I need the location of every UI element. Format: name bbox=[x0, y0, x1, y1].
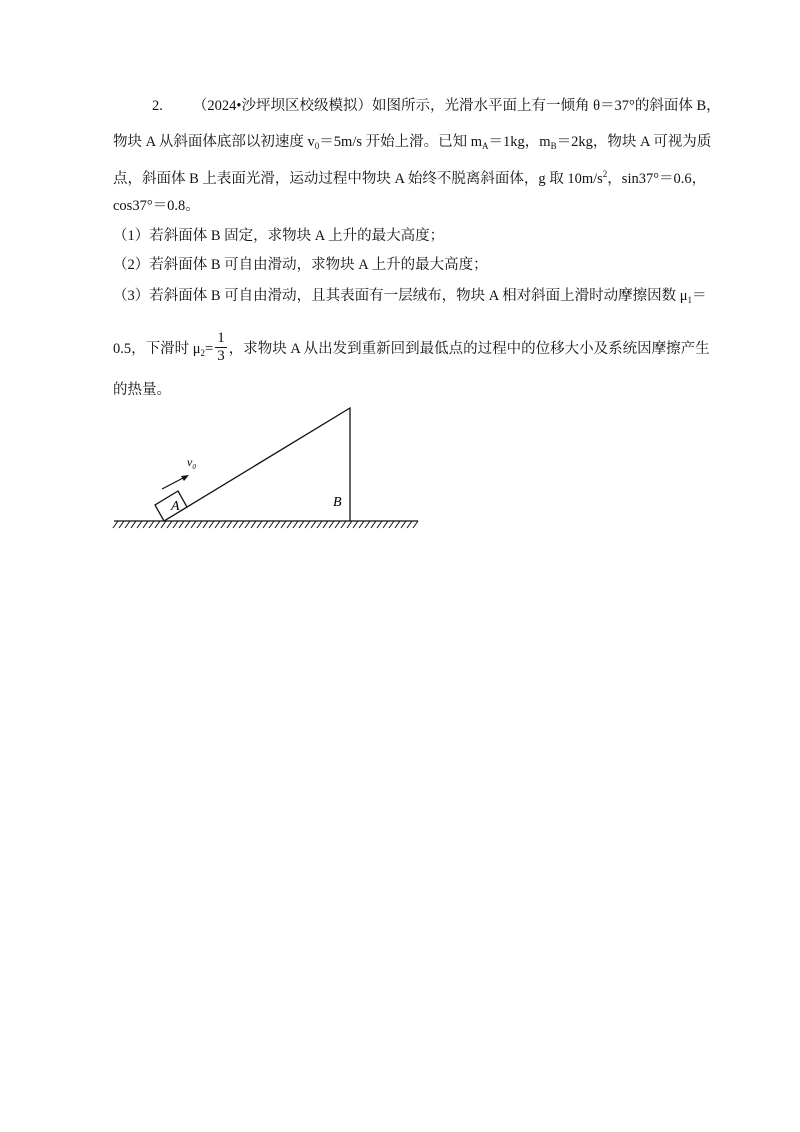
hatch-mark bbox=[239, 521, 244, 528]
hatch-mark bbox=[365, 521, 370, 528]
hatch-mark bbox=[407, 521, 412, 528]
hatch-mark bbox=[137, 521, 142, 528]
hatch-mark bbox=[131, 521, 136, 528]
problem-source: （2024•沙坪坝区校级模拟） bbox=[192, 98, 372, 114]
hatch-mark bbox=[113, 521, 118, 528]
hatch-mark bbox=[359, 521, 364, 528]
hatch-mark bbox=[245, 521, 250, 528]
hatch-mark bbox=[371, 521, 376, 528]
problem-line-3: 点，斜面体 B 上表面光滑，运动过程中物块 A 始终不脱离斜面体，g 取 $10m/s^2$，sin37°＝0.6， bbox=[113, 169, 707, 187]
hatch-mark bbox=[269, 521, 274, 528]
hatch-mark bbox=[197, 521, 202, 528]
problem-stem-1: 如图所示，光滑水平面上有一倾角 θ＝37°的斜面体 B， bbox=[371, 98, 721, 114]
hatch-mark bbox=[263, 521, 268, 528]
hatch-mark bbox=[155, 521, 160, 528]
hatch-mark bbox=[185, 521, 190, 528]
hatch-mark bbox=[251, 521, 256, 528]
hatch-mark bbox=[275, 521, 280, 528]
problem-number: 2. bbox=[152, 98, 163, 114]
hatch-mark bbox=[233, 521, 238, 528]
hatch-mark bbox=[173, 521, 178, 528]
question-3-line-2: 0.5，下滑时 $\mu_2=$ $\frac{1}{3}$ ，求物块 A 从出发到重新回到最低点的过程中的位移大小及系统因摩擦产生 bbox=[113, 330, 710, 364]
hatch-mark bbox=[299, 521, 304, 528]
hatch-mark bbox=[389, 521, 394, 528]
hatch-mark bbox=[383, 521, 388, 528]
hatch-mark bbox=[401, 521, 406, 528]
fraction-one-third: $\frac{1}{3}$ bbox=[217, 330, 225, 364]
hatch-mark bbox=[281, 521, 286, 528]
velocity-label: $v_0$ bbox=[187, 455, 196, 471]
ground-hatching bbox=[113, 521, 418, 528]
hatch-mark bbox=[209, 521, 214, 528]
question-3-line-1: （3）若斜面体 B 可自由滑动，且其表面有一层绒布，物块 A 相对斜面上滑时动摩擦因数 $\mu_1=$ bbox=[113, 288, 707, 305]
hatch-mark bbox=[293, 521, 298, 528]
question-1: （1）若斜面体 B 固定，求物块 A 上升的最大高度； bbox=[113, 228, 445, 244]
incline-diagram bbox=[112, 400, 432, 535]
hatch-mark bbox=[413, 521, 418, 528]
hatch-mark bbox=[161, 521, 166, 528]
hatch-mark bbox=[353, 521, 358, 528]
hatch-mark bbox=[203, 521, 208, 528]
hatch-mark bbox=[347, 521, 352, 528]
hatch-mark bbox=[227, 521, 232, 528]
hatch-mark bbox=[179, 521, 184, 528]
hatch-mark bbox=[167, 521, 172, 528]
hatch-mark bbox=[311, 521, 316, 528]
problem-line-4: cos37°＝0.8。 bbox=[113, 198, 200, 214]
hatch-mark bbox=[119, 521, 124, 528]
question-2: （2）若斜面体 B 可自由滑动，求物块 A 上升的最大高度； bbox=[113, 257, 488, 273]
hatch-mark bbox=[221, 521, 226, 528]
hatch-mark bbox=[323, 521, 328, 528]
hatch-mark bbox=[125, 521, 130, 528]
wedge-B-label: B bbox=[333, 495, 342, 510]
block-A-label: A bbox=[171, 499, 180, 514]
hatch-mark bbox=[341, 521, 346, 528]
hatch-mark bbox=[287, 521, 292, 528]
hatch-mark bbox=[329, 521, 334, 528]
hatch-mark bbox=[149, 521, 154, 528]
hatch-mark bbox=[395, 521, 400, 528]
hatch-mark bbox=[257, 521, 262, 528]
hatch-mark bbox=[191, 521, 196, 528]
hatch-mark bbox=[305, 521, 310, 528]
question-3-line-3: 的热量。 bbox=[113, 382, 171, 398]
hatch-mark bbox=[143, 521, 148, 528]
velocity-arrow bbox=[162, 477, 185, 489]
problem-line-1 bbox=[152, 96, 721, 116]
hatch-mark bbox=[335, 521, 340, 528]
problem-line-2: 物块 A 从斜面体底部以初速度 $v_0=5m/s$ 开始上滑。已知 $m_A=1kg$，$m_B=2kg$，物块 A 可视为质 bbox=[113, 134, 712, 151]
hatch-mark bbox=[215, 521, 220, 528]
hatch-mark bbox=[317, 521, 322, 528]
hatch-mark bbox=[377, 521, 382, 528]
